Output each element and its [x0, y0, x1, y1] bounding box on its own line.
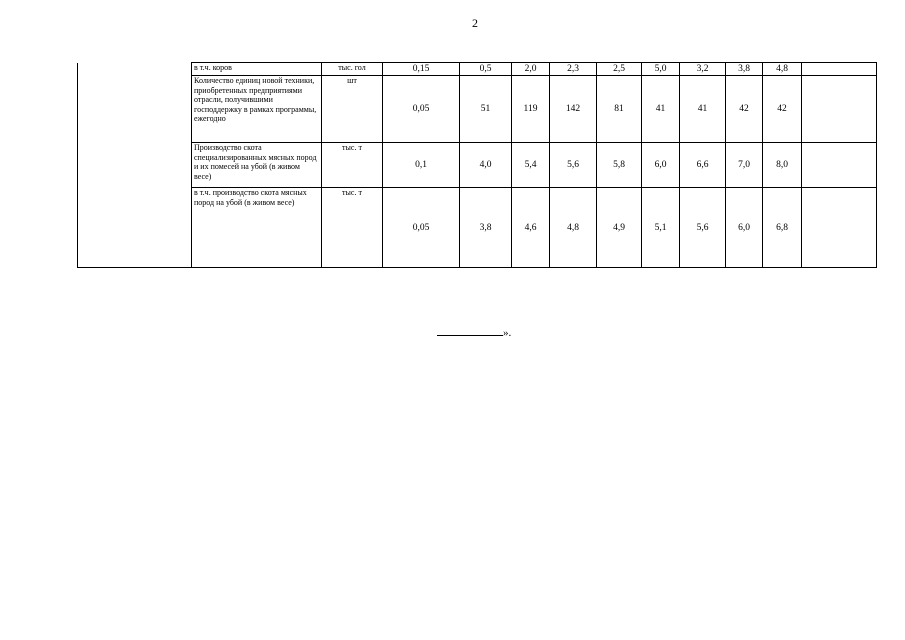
value-cell: 5,0 — [642, 63, 680, 76]
value-cell: 41 — [680, 76, 726, 143]
unit-cell: тыс. т — [322, 188, 383, 268]
value-cell: 41 — [642, 76, 680, 143]
value-cell: 2,0 — [512, 63, 550, 76]
value-cell: 0,15 — [383, 63, 460, 76]
indicator-name: Количество единиц новой техники, приобретенных предприятиями отрасли, получившими господдержку в рамках программы, ежегодно — [192, 76, 322, 143]
value-cell: 4,8 — [763, 63, 802, 76]
value-cell: 119 — [512, 76, 550, 143]
value-cell: 6,6 — [680, 143, 726, 188]
indicator-name: Производство скота специализированных мясных пород и их помесей на убой (в живом весе) — [192, 143, 322, 188]
value-cell: 0,5 — [460, 63, 512, 76]
value-cell: 3,8 — [726, 63, 763, 76]
value-cell: 4,8 — [550, 188, 597, 268]
table-row — [78, 143, 877, 188]
table-row — [78, 63, 877, 76]
value-cell: 7,0 — [726, 143, 763, 188]
indicator-name: в т.ч. производство скота мясных пород на убой (в живом весе) — [192, 188, 322, 268]
table-row — [78, 188, 877, 268]
value-cell: 3,2 — [680, 63, 726, 76]
value-cell — [802, 76, 877, 143]
closing-quote-mark: ». — [503, 327, 512, 339]
value-cell: 4,6 — [512, 188, 550, 268]
value-cell: 4,0 — [460, 143, 512, 188]
value-cell: 81 — [597, 76, 642, 143]
value-cell: 2,5 — [597, 63, 642, 76]
blank-underline — [437, 325, 503, 336]
value-cell — [802, 188, 877, 268]
value-cell: 6,8 — [763, 188, 802, 268]
unit-cell: тыс. т — [322, 143, 383, 188]
value-cell: 6,0 — [726, 188, 763, 268]
value-cell — [802, 143, 877, 188]
unit-cell: тыс. гол — [322, 63, 383, 76]
value-cell: 3,8 — [460, 188, 512, 268]
value-cell: 5,6 — [680, 188, 726, 268]
unit-cell: шт — [322, 76, 383, 143]
closing-line — [437, 325, 511, 339]
value-cell: 6,0 — [642, 143, 680, 188]
value-cell: 51 — [460, 76, 512, 143]
value-cell: 42 — [763, 76, 802, 143]
table-row — [78, 76, 877, 143]
value-cell — [802, 63, 877, 76]
value-cell: 0,05 — [383, 188, 460, 268]
program-name-cell — [78, 63, 192, 268]
value-cell: 5,4 — [512, 143, 550, 188]
indicators-table — [77, 62, 877, 268]
value-cell: 142 — [550, 76, 597, 143]
value-cell: 0,05 — [383, 76, 460, 143]
value-cell: 2,3 — [550, 63, 597, 76]
value-cell: 4,9 — [597, 188, 642, 268]
value-cell: 5,8 — [597, 143, 642, 188]
value-cell: 5,1 — [642, 188, 680, 268]
value-cell: 5,6 — [550, 143, 597, 188]
value-cell: 8,0 — [763, 143, 802, 188]
value-cell: 42 — [726, 76, 763, 143]
indicator-name: в т.ч. коров — [192, 63, 322, 76]
value-cell: 0,1 — [383, 143, 460, 188]
page-number: 2 — [472, 16, 478, 30]
